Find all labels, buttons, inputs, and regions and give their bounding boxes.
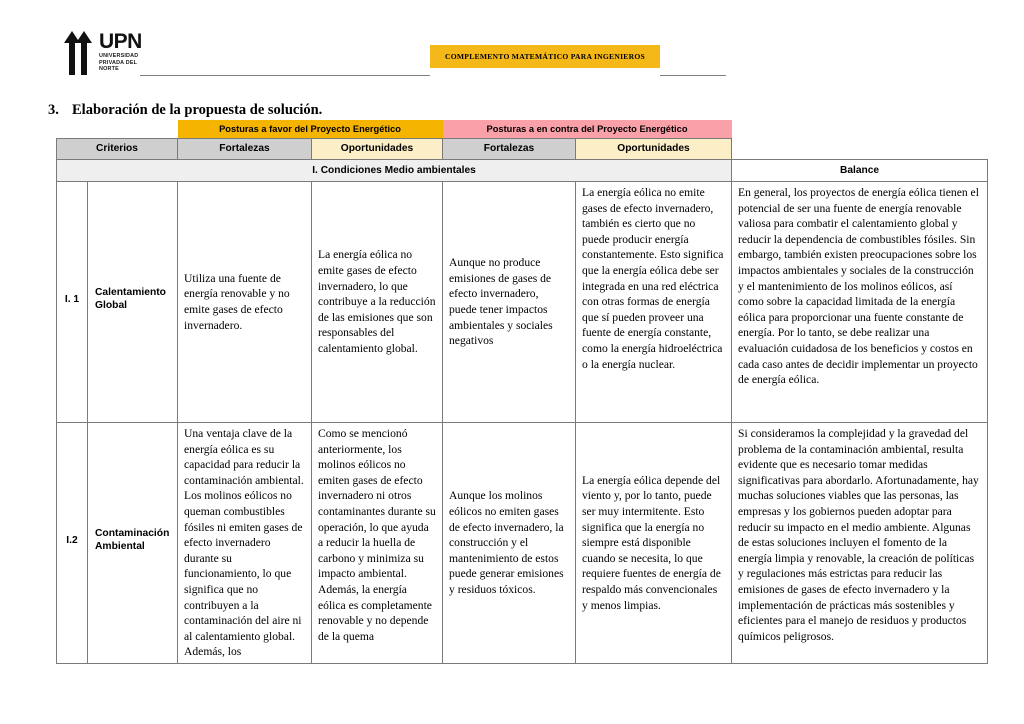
cell-oportunidades-contra-text: La energía eólica depende del viento y, por lo tanto, puede ser muy intermitente. Esto significa que la energía no siempre está disponible cuando se necesita, lo que requiere fuentes de energía de respaldo más convencionales y menos limpias. <box>582 473 721 612</box>
cell-oportunidades-favor-text: La energía eólica no emite gases de efecto invernadero, lo que contribuye a la reducción de las emisiones que son responsables del calentamiento global. <box>318 248 436 355</box>
stance-band-favor-label: Posturas a favor del Proyecto Energético <box>178 120 443 138</box>
column-header-row <box>57 139 988 160</box>
balance-header-label: Balance <box>732 160 987 181</box>
page-header <box>0 0 1024 92</box>
cell-fortalezas-contra <box>443 182 576 423</box>
upn-arrow-logo-icon <box>62 31 94 75</box>
column-header-balance-spacer <box>732 139 988 160</box>
stance-band-blank-2 <box>732 120 988 138</box>
section-number: 3. <box>48 102 59 118</box>
cell-fortalezas-favor-text: Utiliza una fuente de energía renovable y no emite gases de efecto invernadero. <box>184 271 290 332</box>
stance-band-row <box>57 120 988 139</box>
stance-band-balance-spacer <box>732 120 988 139</box>
row-criterion-id <box>57 182 88 423</box>
cell-oportunidades-contra-text: La energía eólica no emite gases de efecto invernadero, también es cierto que no puede producir energía constantemente. Esto significa que la energía eólica debe ser integrada en una red eléctrica con otras formas de energía que sí pueden proveer una fuente de energía constante, como la energía hidroeléctrica o la energía nuclear. <box>582 186 724 371</box>
column-header-fortalezas-contra: Fortalezas <box>443 139 576 160</box>
section-banner-row <box>57 160 988 182</box>
cell-fortalezas-favor <box>178 423 312 664</box>
stance-band-spacer <box>57 120 178 139</box>
section-title-text: Elaboración de la propuesta de solución. <box>72 102 323 118</box>
cell-fortalezas-contra <box>443 423 576 664</box>
cell-oportunidades-favor <box>312 423 443 664</box>
upn-tagline: UNIVERSIDAD PRIVADA DEL NORTE <box>99 53 139 73</box>
row-criterion-name <box>88 423 178 664</box>
upn-acronym: UPN <box>99 30 142 53</box>
row-criterion-name <box>88 182 178 423</box>
section-banner-label: I. Condiciones Medio ambientales <box>57 160 731 181</box>
cell-oportunidades-contra <box>576 423 732 664</box>
row-criterion-id-label: I. 1 <box>64 293 80 305</box>
stance-band-favor <box>178 120 443 139</box>
proposal-matrix-table <box>56 120 988 664</box>
column-header-criterios: Criterios <box>57 139 178 160</box>
page-title <box>48 102 322 119</box>
cell-balance <box>732 423 988 664</box>
row-criterion-id <box>57 423 88 664</box>
upn-logo-text <box>99 31 145 73</box>
stance-band-blank <box>57 120 178 138</box>
cell-balance-text: Si consideramos la complejidad y la gravedad del problema de la contaminación ambiental, resulta evidente que es necesario tomar medidas significativas para abordarlo. Afortunadamente, hay muchas soluciones viables que las personas, las empresas y los gobiernos pueden adoptar para reducir su impacto en el medio ambiente. Algunas de estas soluciones incluyen el fomento de la energía limpia y renovable, la creación de políticas y regulaciones más estrictas para reducir las emisiones de gases de efecto invernadero y la implementación de prácticas más sostenibles y eficientes para el manejo de residuos y productos químicos peligrosos. <box>738 427 979 643</box>
stance-band-contra-label: Posturas a en contra del Proyecto Energético <box>443 120 732 138</box>
cell-balance-text: En general, los proyectos de energía eólica tienen el potencial de ser una fuente de energía renovable valiosa para combatir el calentamiento global y reducir la dependencia de combustibles fósiles. Sin embargo, también existen preocupaciones sobre los impactos ambientales y sociales de la construcción y el mantenimiento de los molinos eólicos, así como sobre la capacidad limitada de la energía eólica para proporcionar una fuente constante de energía. Por lo tanto, se debe realizar una evaluación cuidadosa de los beneficios y costos en cada caso antes de decidir implementar un proyecto de energía eólica. <box>738 186 979 387</box>
column-header-fortalezas-favor: Fortalezas <box>178 139 312 160</box>
cell-balance <box>732 182 988 423</box>
row-criterion-name-label: Contaminación Ambiental <box>95 527 170 552</box>
cell-fortalezas-contra-text: Aunque no produce emisiones de gases de efecto invernadero, puede tener impactos ambientales y sociales negativos <box>449 256 553 348</box>
row-criterion-id-label: I.2 <box>66 534 78 546</box>
header-divider-right <box>660 75 726 76</box>
course-banner-label: COMPLEMENTO MATEMÁTICO PARA INGENIEROS <box>445 52 645 61</box>
column-header-oportunidades-favor: Oportunidades <box>312 139 443 160</box>
table-row <box>57 423 988 664</box>
stance-band-contra <box>443 120 732 139</box>
table-row <box>57 182 988 423</box>
balance-header-cell <box>732 160 988 182</box>
cell-fortalezas-favor-text: Una ventaja clave de la energía eólica es su capacidad para reducir la contaminación ambiental. Los molinos eólicos no queman combustibles fósiles ni emiten gases de efecto invernadero durante su funcionamiento, lo que significa que no contribuyen a la contaminación del aire ni al calentamiento global. Además, los <box>184 427 304 659</box>
cell-fortalezas-contra-text: Aunque los molinos eólicos no emiten gases de efecto invernadero, la construcción y el mantenimiento de estos puede generar emisiones y residuos tóxicos. <box>449 489 564 596</box>
proposal-matrix-wrapper <box>56 120 988 664</box>
cell-fortalezas-favor <box>178 182 312 423</box>
section-banner-cell <box>57 160 732 182</box>
cell-oportunidades-favor-text: Como se mencionó anteriormente, los molinos eólicos no emiten gases de efecto invernadero ni otros contaminantes durante su operación, lo que ayuda a reducir la huella de carbono y minimiza su impacto ambiental. Además, la energía eólica es completamente renovable y no depende de la quema <box>318 427 436 643</box>
upn-logo <box>62 31 145 75</box>
column-header-oportunidades-contra: Oportunidades <box>576 139 732 160</box>
row-criterion-name-label: Calentamiento Global <box>95 286 166 311</box>
cell-oportunidades-favor <box>312 182 443 423</box>
header-divider-left <box>140 75 430 76</box>
cell-oportunidades-contra <box>576 182 732 423</box>
course-banner <box>430 45 660 68</box>
